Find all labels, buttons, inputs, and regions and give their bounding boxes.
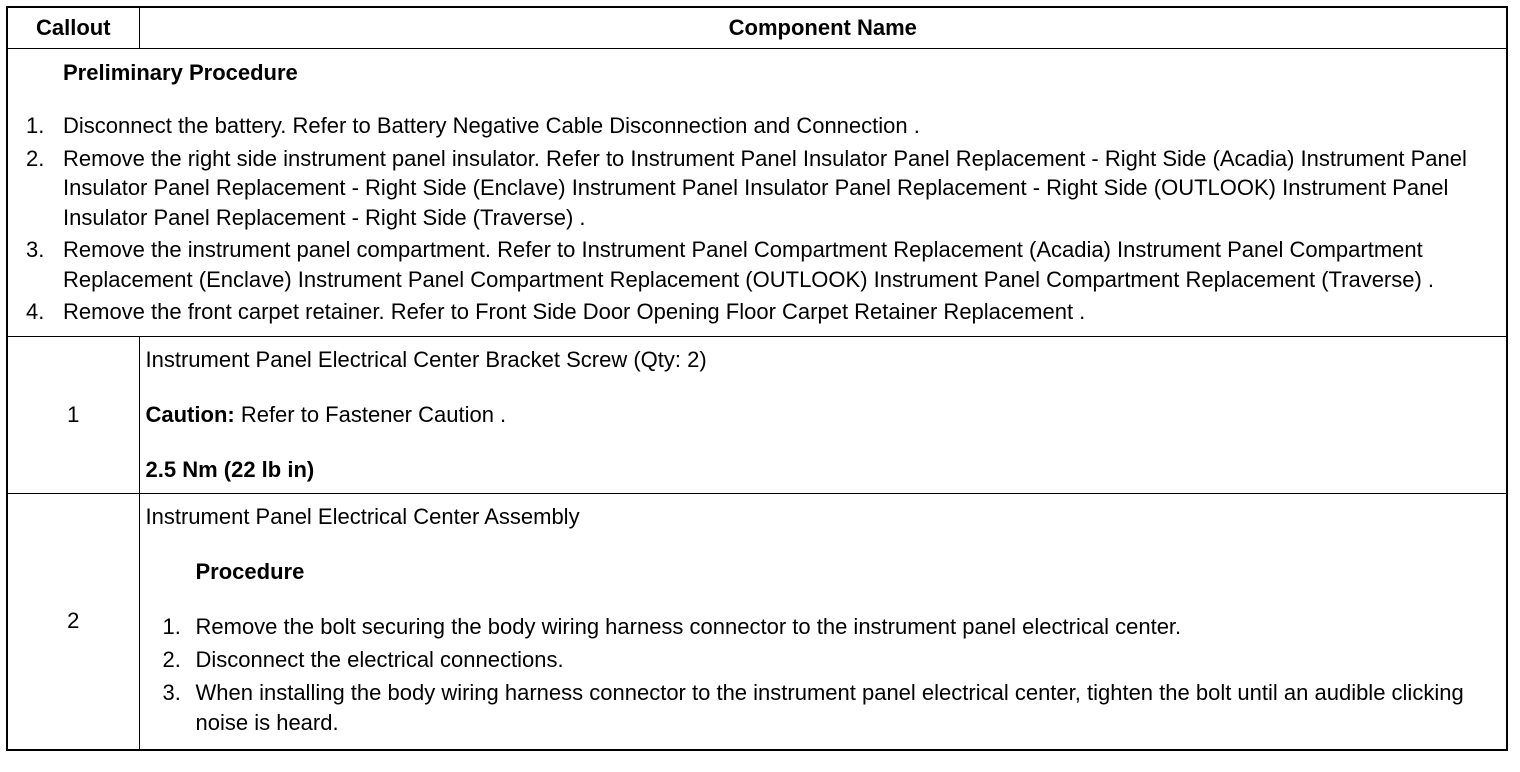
step-number: 1. xyxy=(162,613,181,639)
component-name-column-header: Component Name xyxy=(139,7,1507,49)
procedure-title: Procedure xyxy=(195,558,305,584)
table-row xyxy=(7,336,1507,493)
caution-text: Refer to Fastener Caution . xyxy=(234,401,507,427)
step-text: Disconnect the battery. Refer to Battery Negative Cable Disconnection and Connection . xyxy=(63,113,920,138)
step-text: Remove the instrument panel compartment. Refer to Instrument Panel Compartment Replacement (Acadia) Instrument Panel Compartment Replacement (Enclave) Instrument Panel Compartment Replacement (OUTLOOK) Instrument Panel Compartment Replacement (Traverse) . xyxy=(63,237,1435,292)
step-number: 3. xyxy=(26,237,45,262)
callout-column-header: Callout xyxy=(7,7,139,49)
component-name: Instrument Panel Electrical Center Bracket Screw (Qty: 2) xyxy=(145,346,707,372)
preliminary-procedure-cell xyxy=(7,49,1507,337)
procedure-document xyxy=(6,6,1506,764)
step-text: Remove the right side instrument panel insulator. Refer to Instrument Panel Insulator Panel Replacement - Right Side (Acadia) Instrument Panel Insulator Panel Replacement - Right Side (Enclave) Instrument Panel Insulator Panel Replacement - Right Side (OUTLOOK) Instrument Panel Insulator Panel Replacement - Right Side (Traverse) . xyxy=(63,145,1467,230)
preliminary-procedure-row xyxy=(7,49,1507,337)
list-item xyxy=(8,297,1506,327)
list-item xyxy=(146,645,1501,675)
list-item xyxy=(8,144,1506,233)
table-row xyxy=(7,493,1507,750)
preliminary-procedure-title: Preliminary Procedure xyxy=(63,60,298,85)
list-item xyxy=(8,111,1506,141)
preliminary-steps-list xyxy=(8,111,1506,327)
caution-note xyxy=(146,400,1501,430)
procedure-steps-list xyxy=(146,612,1501,738)
component-cell xyxy=(139,336,1507,493)
step-text: Disconnect the electrical connections. xyxy=(195,646,564,672)
list-item xyxy=(8,235,1506,294)
step-number: 3. xyxy=(162,679,181,705)
step-number: 1. xyxy=(26,113,45,138)
step-text: Remove the front carpet retainer. Refer to Front Side Door Opening Floor Carpet Retainer Replacement . xyxy=(63,299,1086,324)
component-cell xyxy=(139,493,1507,750)
list-item xyxy=(146,678,1501,738)
callout-number: 2 xyxy=(7,493,139,750)
caution-label: Caution: xyxy=(145,401,235,427)
step-number: 2. xyxy=(26,145,45,171)
step-text: Remove the bolt securing the body wiring harness connector to the instrument panel electrical center. xyxy=(195,613,1182,639)
step-number: 4. xyxy=(26,299,45,324)
callout-number: 1 xyxy=(7,336,139,493)
torque-spec: 2.5 Nm (22 lb in) xyxy=(145,456,315,482)
component-table xyxy=(6,6,1508,751)
component-name: Instrument Panel Electrical Center Assembly xyxy=(145,503,580,529)
list-item xyxy=(146,612,1501,642)
table-header-row xyxy=(7,7,1507,49)
step-text: When installing the body wiring harness connector to the instrument panel electrical center, tighten the bolt until an audible clicking noise is heard. xyxy=(195,679,1464,735)
step-number: 2. xyxy=(162,646,181,672)
